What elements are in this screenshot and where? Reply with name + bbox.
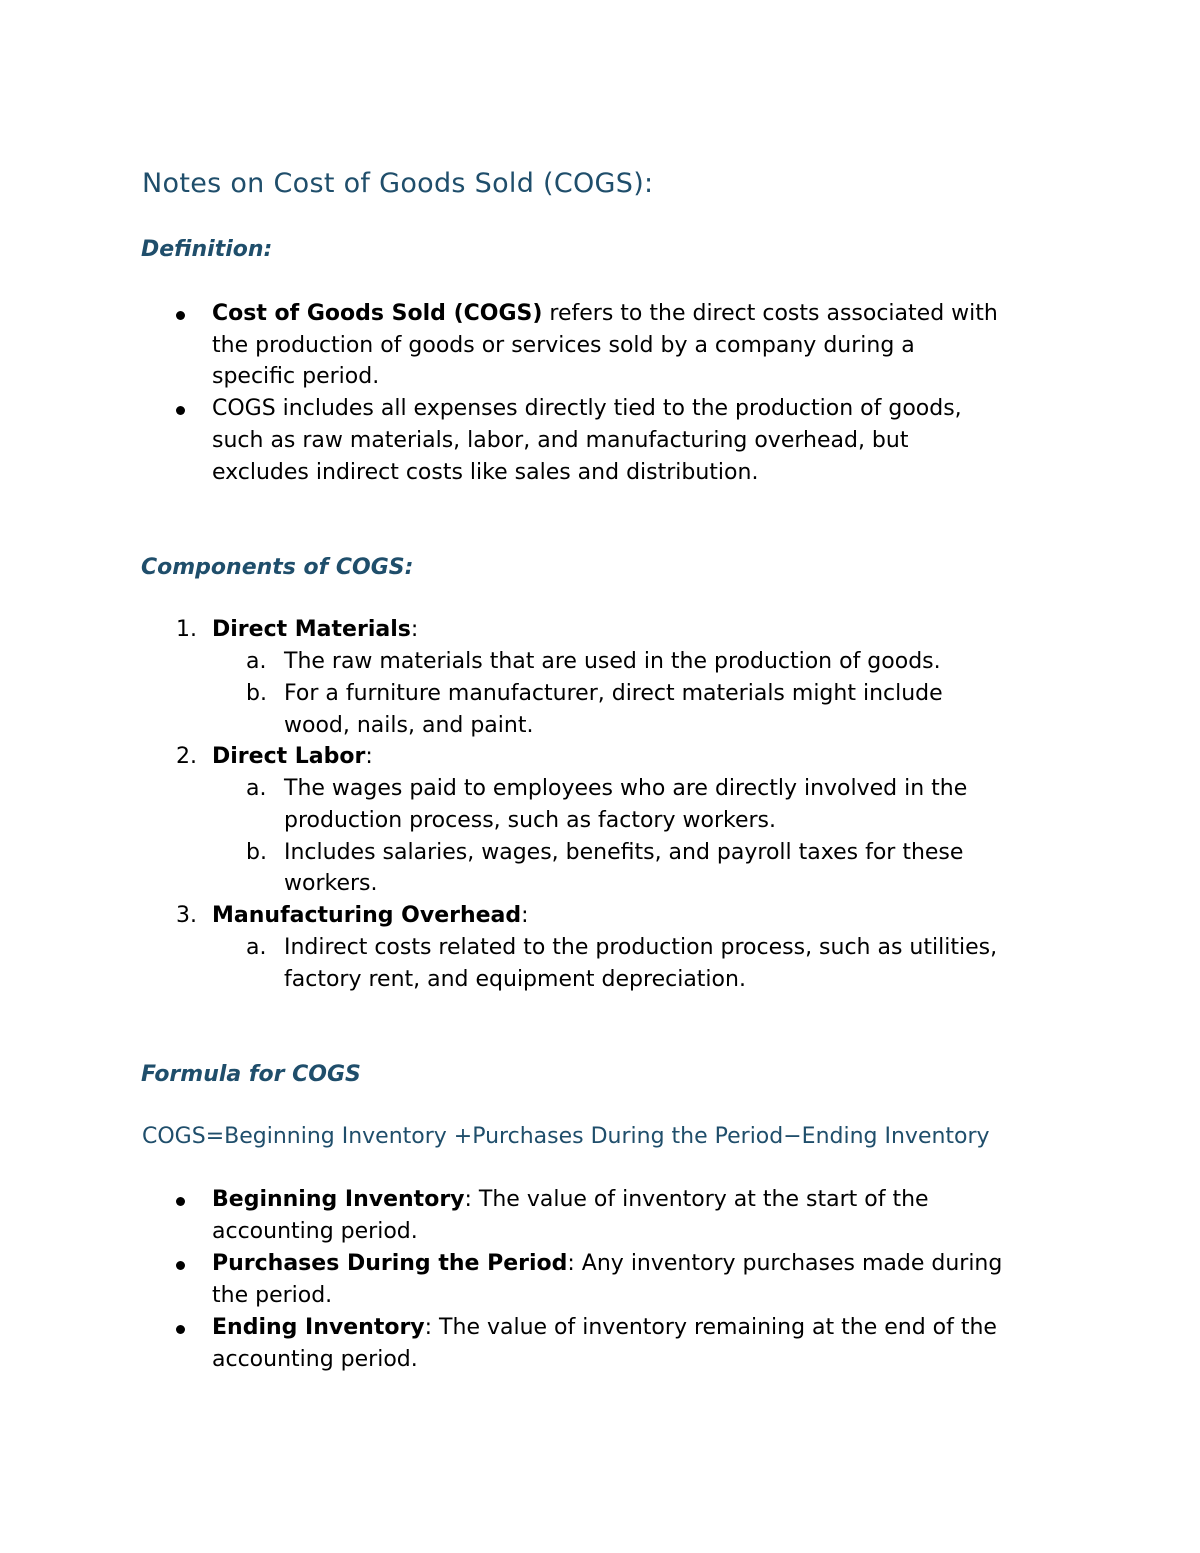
components-heading: Components of COGS: bbox=[141, 555, 414, 580]
formula-heading: Formula for COGS bbox=[141, 1062, 361, 1087]
sub-list-letter: a. bbox=[246, 649, 267, 674]
list-item-continuation: the production of goods or services sold by a company during a bbox=[212, 333, 915, 358]
bullet-icon bbox=[176, 406, 185, 415]
list-item: Cost of Goods Sold (COGS) refers to the direct costs associated with bbox=[212, 301, 998, 326]
page-title: Notes on Cost of Goods Sold (COGS): bbox=[142, 168, 654, 199]
sub-list-continuation: production process, such as factory workers. bbox=[284, 808, 776, 833]
cogs-formula: COGS=Beginning Inventory +Purchases During the Period−Ending Inventory bbox=[142, 1124, 990, 1149]
list-item-continuation: specific period. bbox=[212, 364, 380, 389]
bullet-icon bbox=[176, 311, 185, 320]
list-item: Ending Inventory: The value of inventory remaining at the end of the bbox=[212, 1315, 997, 1340]
list-item-continuation: excludes indirect costs like sales and distribution. bbox=[212, 460, 759, 485]
list-item: Direct Labor: bbox=[212, 744, 373, 769]
sub-list-continuation: workers. bbox=[284, 871, 378, 896]
bullet-icon bbox=[176, 1197, 185, 1206]
list-item-continuation: such as raw materials, labor, and manufacturing overhead, but bbox=[212, 428, 909, 453]
list-number: 2. bbox=[176, 744, 197, 769]
list-item: Purchases During the Period: Any inventory purchases made during bbox=[212, 1251, 1003, 1276]
sub-list-continuation: factory rent, and equipment depreciation. bbox=[284, 967, 746, 992]
list-item-continuation: accounting period. bbox=[212, 1219, 418, 1244]
bullet-icon bbox=[176, 1325, 185, 1334]
sub-list-item: Includes salaries, wages, benefits, and payroll taxes for these bbox=[284, 840, 964, 865]
term-label: Cost of Goods Sold (COGS) bbox=[212, 301, 543, 326]
sub-list-letter: b. bbox=[246, 840, 267, 865]
list-number: 3. bbox=[176, 903, 197, 928]
bullet-icon bbox=[176, 1261, 185, 1270]
list-item: COGS includes all expenses directly tied to the production of goods, bbox=[212, 396, 962, 421]
list-item-continuation: the period. bbox=[212, 1283, 333, 1308]
sub-list-item: The raw materials that are used in the production of goods. bbox=[284, 649, 941, 674]
sub-list-letter: b. bbox=[246, 681, 267, 706]
list-number: 1. bbox=[176, 617, 197, 642]
sub-list-item: The wages paid to employees who are directly involved in the bbox=[284, 776, 968, 801]
sub-list-continuation: wood, nails, and paint. bbox=[284, 713, 534, 738]
list-item: Beginning Inventory: The value of inventory at the start of the bbox=[212, 1187, 929, 1212]
sub-list-letter: a. bbox=[246, 935, 267, 960]
sub-list-item: Indirect costs related to the production process, such as utilities, bbox=[284, 935, 998, 960]
list-item-continuation: accounting period. bbox=[212, 1347, 418, 1372]
sub-list-letter: a. bbox=[246, 776, 267, 801]
definition-heading: Definition: bbox=[141, 237, 273, 262]
list-item: Direct Materials: bbox=[212, 617, 419, 642]
sub-list-item: For a furniture manufacturer, direct materials might include bbox=[284, 681, 943, 706]
list-item: Manufacturing Overhead: bbox=[212, 903, 529, 928]
